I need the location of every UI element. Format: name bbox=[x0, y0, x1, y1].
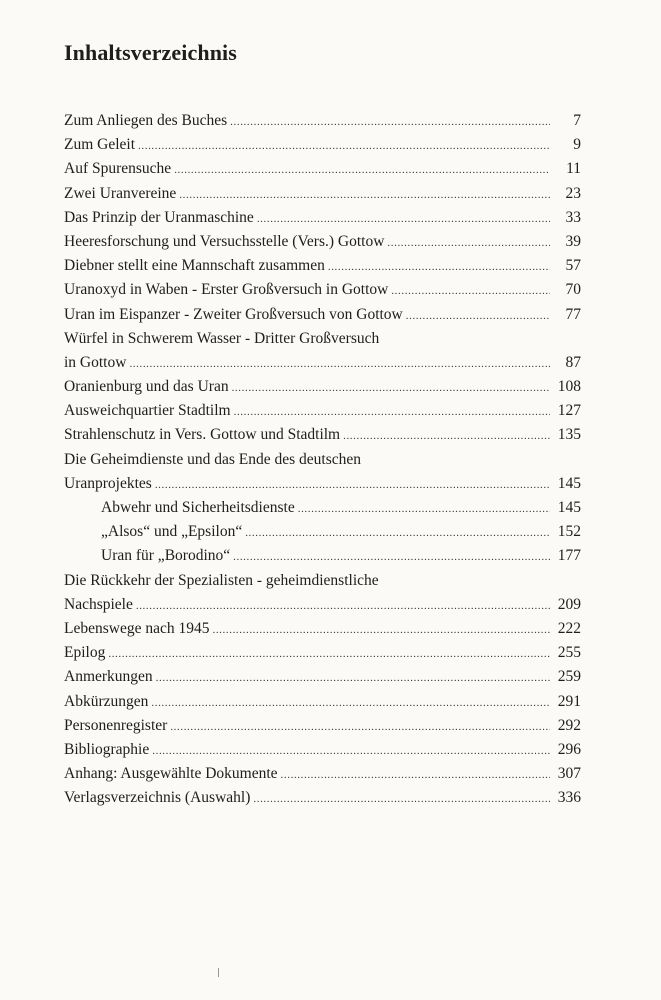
toc-entry-title: Zum Anliegen des Buches bbox=[64, 112, 228, 129]
toc-leader-dots bbox=[230, 110, 550, 134]
toc-entry-title: Uran für „Borodino“ bbox=[101, 547, 231, 565]
toc-leader-dots bbox=[232, 376, 550, 400]
toc-leader-dots bbox=[156, 666, 550, 690]
toc-entry-title: Zwei Uranvereine bbox=[64, 184, 177, 202]
toc-entry bbox=[64, 617, 581, 641]
toc-leader-dots bbox=[138, 134, 550, 158]
page-title: Inhaltsverzeichnis bbox=[64, 40, 237, 65]
toc-entry-title: in Gottow bbox=[64, 353, 127, 371]
toc-entry-title: Anhang: Ausgewählte Dokumente bbox=[64, 765, 278, 783]
toc-leader-dots bbox=[179, 183, 550, 207]
toc-entry bbox=[64, 278, 581, 302]
toc-page-number: 87 bbox=[565, 353, 581, 371]
toc-entry bbox=[64, 230, 581, 254]
toc-entry-title-line1: Würfel in Schwerem Wasser - Dritter Großversuch bbox=[64, 329, 380, 347]
toc-leader-dots bbox=[245, 521, 550, 545]
toc-page-number: 77 bbox=[565, 305, 581, 323]
toc-entry-first-line bbox=[64, 327, 581, 351]
toc-leader-dots bbox=[298, 497, 550, 521]
toc-leader-dots bbox=[257, 207, 550, 231]
toc-leader-dots bbox=[212, 618, 550, 642]
toc-page-number: 135 bbox=[557, 426, 581, 444]
toc-page-number: 145 bbox=[557, 499, 581, 516]
toc-entry-first-line bbox=[64, 569, 581, 593]
toc-page-number: 296 bbox=[557, 740, 581, 758]
toc-page-number: 57 bbox=[565, 257, 581, 275]
toc-page-number: 255 bbox=[557, 644, 581, 662]
toc-entry bbox=[64, 182, 581, 206]
toc-entry-title: Epilog bbox=[64, 644, 106, 662]
toc-page-number: 33 bbox=[565, 208, 581, 226]
toc-page-number: 11 bbox=[566, 160, 581, 178]
toc-entry-title: Das Prinzip der Uranmaschine bbox=[64, 208, 254, 226]
toc-entry-title: Ausweichquartier Stadtilm bbox=[64, 402, 231, 420]
toc-leader-dots bbox=[281, 763, 550, 787]
toc-leader-dots bbox=[391, 279, 550, 303]
toc-entry-title-line1: Die Rückkehr der Spezialisten - geheimdienstliche bbox=[64, 571, 379, 589]
toc-page-number: 108 bbox=[557, 378, 581, 396]
toc-entry-title: „Alsos“ und „Epsilon“ bbox=[101, 523, 243, 541]
toc-entry bbox=[64, 157, 581, 181]
toc-entry bbox=[64, 738, 581, 762]
toc-leader-dots bbox=[406, 304, 550, 328]
toc-page-number: 39 bbox=[565, 232, 581, 250]
toc-entry-title: Zum Geleit bbox=[64, 136, 136, 154]
toc-entry bbox=[64, 109, 581, 133]
toc-leader-dots bbox=[174, 158, 550, 182]
toc-leader-dots bbox=[108, 642, 550, 666]
toc-page-number: 70 bbox=[565, 281, 581, 299]
toc-entry bbox=[64, 786, 581, 810]
toc-leader-dots bbox=[170, 715, 550, 739]
toc-entry-title: Lebenswege nach 1945 bbox=[64, 619, 210, 637]
toc-leader-dots bbox=[343, 424, 550, 448]
table-of-contents bbox=[64, 109, 581, 810]
toc-entry bbox=[64, 472, 581, 496]
toc-entry-title: Strahlenschutz in Vers. Gottow und Stadtilm bbox=[64, 426, 341, 444]
toc-entry-title: Diebner stellt eine Mannschaft zusammen bbox=[64, 257, 325, 275]
toc-entry-title: Uranprojektes bbox=[64, 474, 152, 492]
toc-entry bbox=[64, 303, 581, 327]
toc-entry bbox=[64, 714, 581, 738]
toc-entry-title: Oranienburg und das Uran bbox=[64, 378, 229, 396]
toc-entry-title: Auf Spurensuche bbox=[64, 160, 172, 178]
toc-entry-title: Uran im Eispanzer - Zweiter Großversuch von Gottow bbox=[64, 305, 403, 323]
toc-entry-title: Verlagsverzeichnis (Auswahl) bbox=[64, 789, 251, 807]
toc-page-number: 259 bbox=[557, 668, 581, 686]
toc-leader-dots bbox=[328, 255, 550, 279]
toc-entry-title: Nachspiele bbox=[64, 595, 133, 613]
toc-page-number: 145 bbox=[557, 474, 581, 492]
toc-entry bbox=[64, 762, 581, 786]
toc-leader-dots bbox=[129, 352, 550, 376]
toc-entry bbox=[64, 641, 581, 665]
toc-subentry bbox=[64, 520, 581, 544]
toc-entry bbox=[64, 133, 581, 157]
toc-entry-title: Bibliographie bbox=[64, 740, 150, 758]
toc-leader-dots bbox=[152, 739, 550, 763]
toc-entry bbox=[64, 690, 581, 714]
toc-leader-dots bbox=[234, 400, 550, 424]
toc-entry-title: Abwehr und Sicherheitsdienste bbox=[101, 499, 295, 516]
toc-entry bbox=[64, 375, 581, 399]
toc-page-number: 307 bbox=[557, 765, 581, 783]
toc-page-number: 177 bbox=[557, 547, 581, 565]
toc-leader-dots bbox=[151, 691, 550, 715]
toc-page-number: 209 bbox=[557, 595, 581, 613]
page-mark bbox=[218, 968, 219, 977]
toc-entry bbox=[64, 399, 581, 423]
toc-entry-title: Abkürzungen bbox=[64, 692, 149, 710]
toc-page-number: 9 bbox=[573, 136, 581, 154]
toc-leader-dots bbox=[155, 473, 550, 497]
toc-entry bbox=[64, 254, 581, 278]
toc-page-number: 291 bbox=[557, 692, 581, 710]
toc-page-number: 292 bbox=[557, 716, 581, 734]
toc-leader-dots bbox=[136, 594, 550, 618]
toc-subentry bbox=[64, 544, 581, 568]
toc-entry-title: Anmerkungen bbox=[64, 668, 153, 686]
toc-subentry bbox=[64, 496, 581, 520]
toc-entry-first-line bbox=[64, 448, 581, 472]
toc-leader-dots bbox=[233, 545, 550, 569]
toc-page-number: 23 bbox=[565, 184, 581, 202]
toc-page-number: 336 bbox=[557, 789, 581, 807]
toc-page-number: 127 bbox=[557, 402, 581, 420]
toc-entry-title-line1: Die Geheimdienste und das Ende des deutschen bbox=[64, 450, 361, 468]
toc-entry bbox=[64, 351, 581, 375]
toc-leader-dots bbox=[253, 787, 550, 811]
toc-entry-title: Uranoxyd in Waben - Erster Großversuch in Gottow bbox=[64, 281, 389, 299]
toc-entry bbox=[64, 665, 581, 689]
toc-entry bbox=[64, 593, 581, 617]
toc-entry-title: Heeresforschung und Versuchsstelle (Vers.) Gottow bbox=[64, 232, 385, 250]
toc-page-number: 7 bbox=[573, 112, 581, 129]
toc-page-number: 222 bbox=[557, 619, 581, 637]
toc-page-number: 152 bbox=[557, 523, 581, 541]
toc-entry bbox=[64, 206, 581, 230]
toc-entry bbox=[64, 423, 581, 447]
toc-entry-title: Personenregister bbox=[64, 716, 168, 734]
toc-leader-dots bbox=[387, 231, 550, 255]
